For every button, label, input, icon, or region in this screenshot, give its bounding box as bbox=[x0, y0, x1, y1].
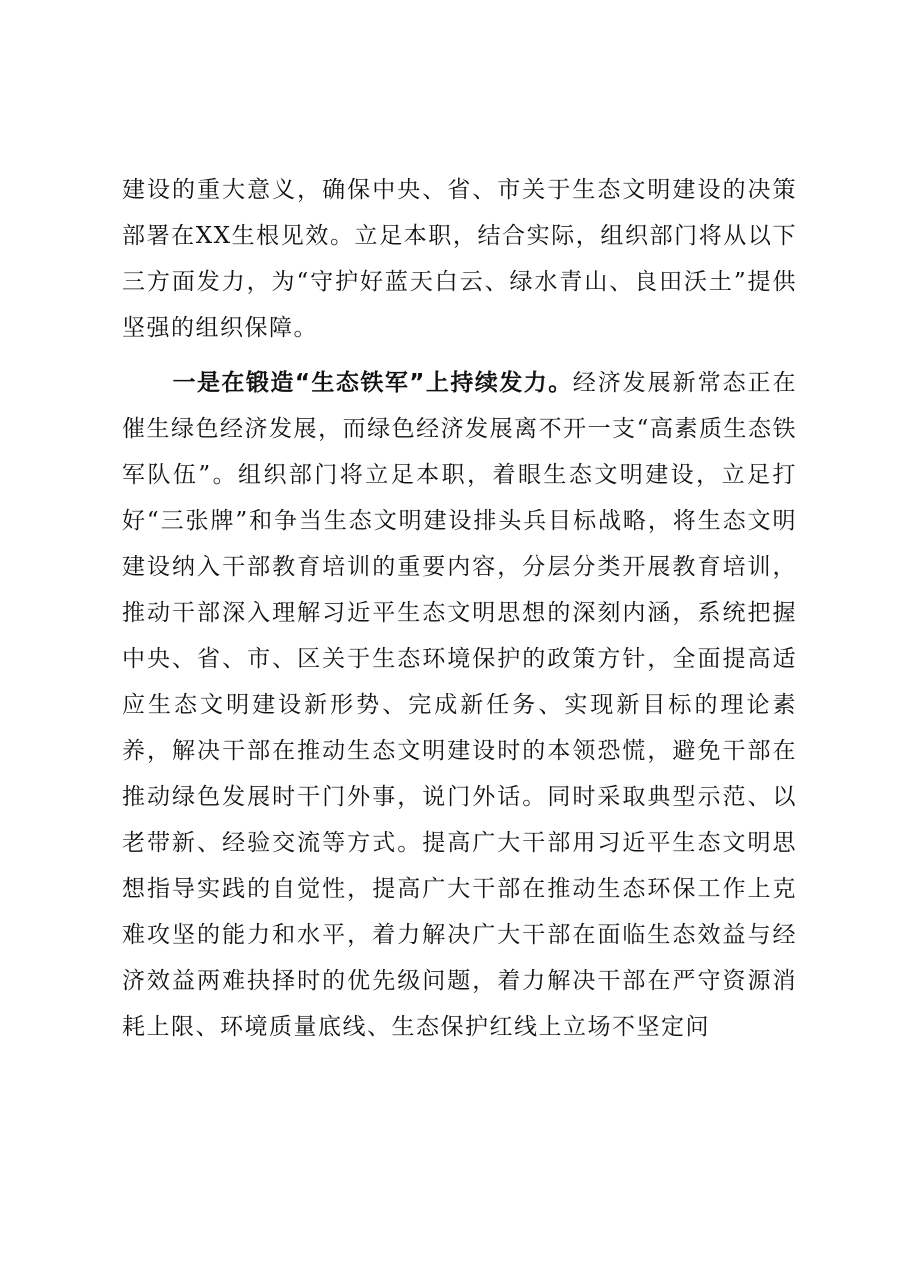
paragraph-heading: 一是在锻造“生态铁军”上持续发力。 bbox=[172, 370, 573, 396]
paragraph-continuation: 建设的重大意义，确保中央、省、市关于生态文明建设的决策部署在XX生根见效。立足本职，结合实际，组织部门将从以下三方面发力，为“守护好蓝天白云、绿水青山、良田沃土”提供坚强的组织保障。 bbox=[122, 177, 797, 341]
paragraph-point-one bbox=[122, 360, 797, 1050]
paragraph-body: 经济发展新常态正在催生绿色经济发展，而绿色经济发展离不开一支“高素质生态铁军队伍”。组织部门将立足本职，着眼生态文明建设，立足打好“三张牌”和争当生态文明建设排头兵目标战略，将生态文明建设纳入干部教育培训的重要内容，分层分类开展教育培训，推动干部深入理解习近平生态文明思想的深刻内涵，系统把握中央、省、市、区关于生态环境保护的政策方针，全面提高适应生态文明建设新形势、完成新任务、实现新目标的理论素养，解决干部在推动生态文明建设时的本领恐慌，避免干部在推动绿色发展时干门外事，说门外话。同时采取典型示范、以老带新、经验交流等方式。提高广大干部用习近平生态文明思想指导实践的自觉性，提高广大干部在推动生态环保工作上克难攻坚的能力和水平，着力解决广大干部在面临生态效益与经济效益两难抉择时的优先级问题，着力解决干部在严守资源消耗上限、环境质量底线、生态保护红线上立场不坚定问 bbox=[122, 370, 798, 1040]
